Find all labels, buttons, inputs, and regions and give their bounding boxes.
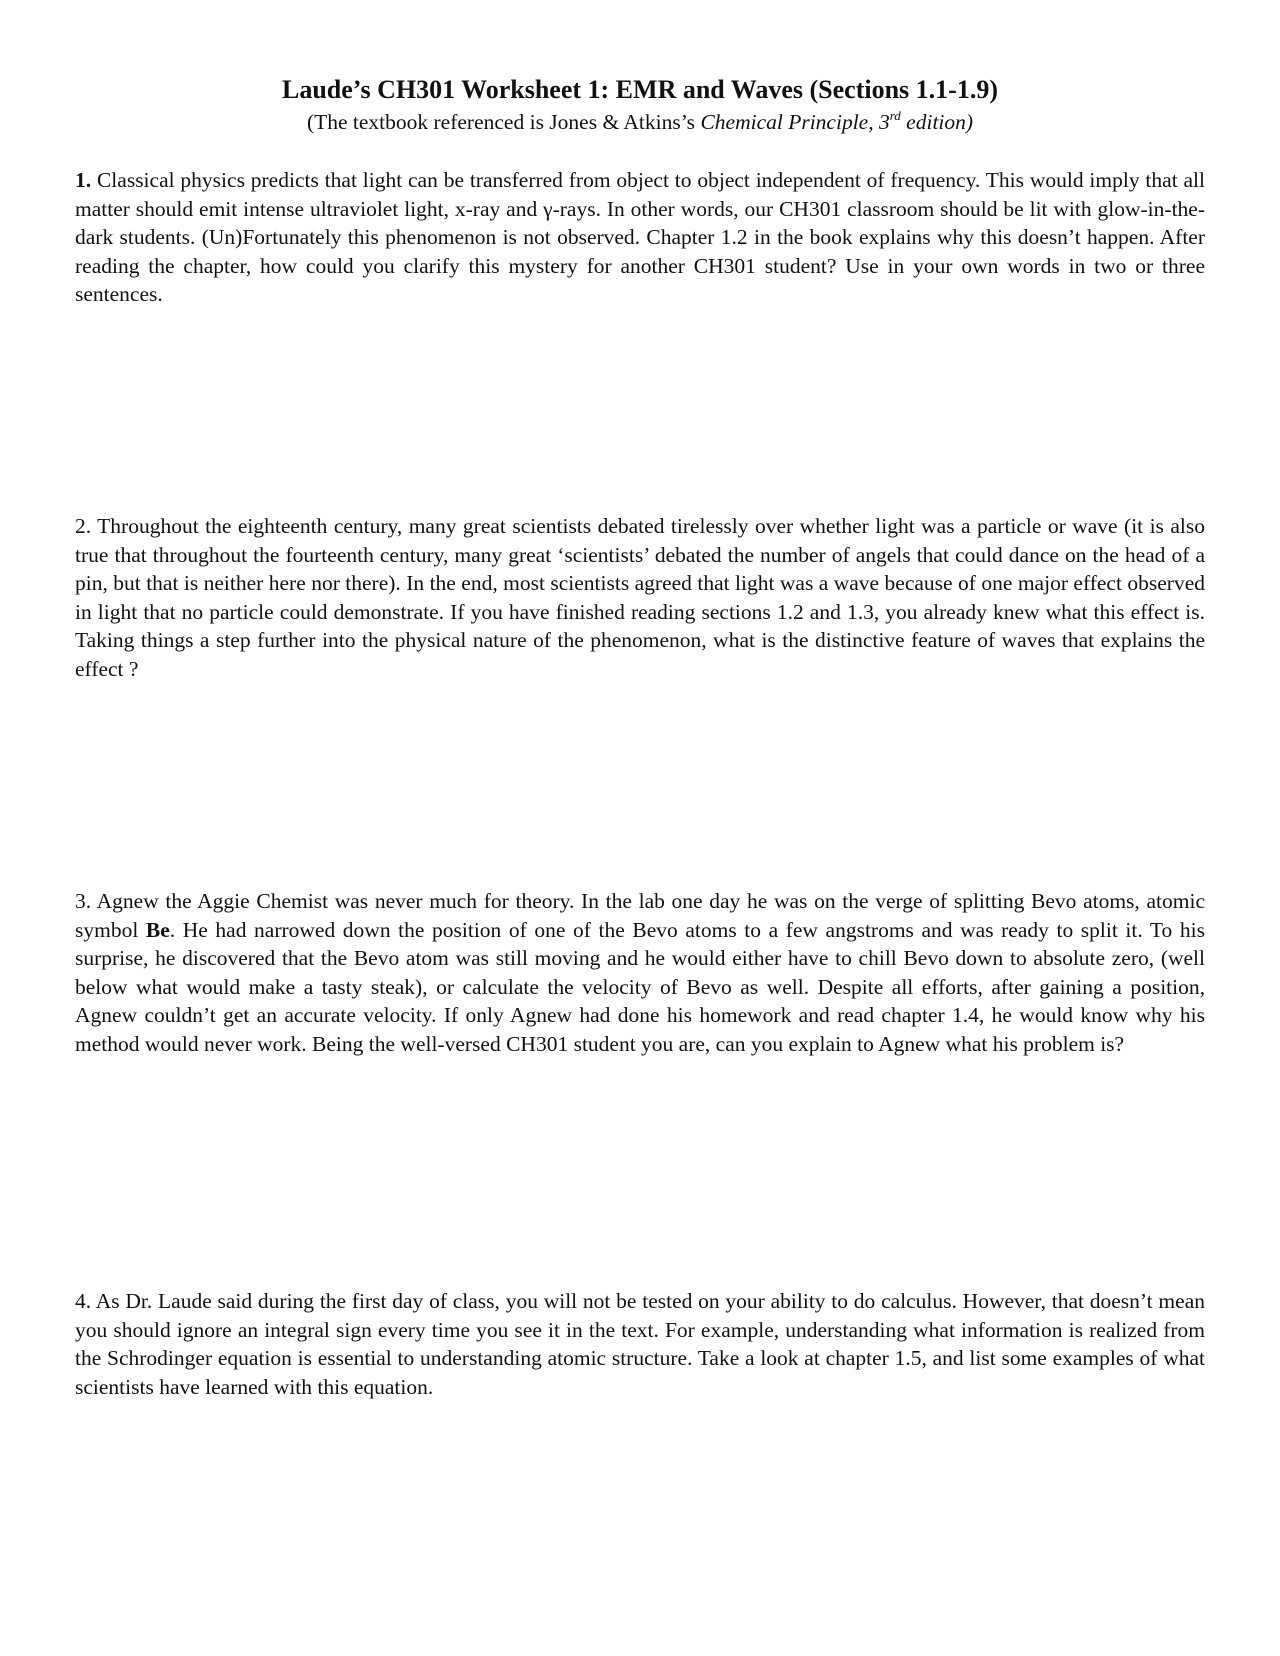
subtitle-prefix: The textbook referenced is Jones & Atkins’s: [314, 110, 701, 134]
subtitle-edition-superscript: rd: [889, 108, 901, 123]
subtitle-book-name: Chemical Principle, 3: [700, 110, 890, 134]
page-subtitle: [0, 108, 1280, 136]
question-4-text: 4. As Dr. Laude said during the first day of class, you will not be tested on your ability to do calculus. However, that doesn’t mean you should ignore an integral sign every time you see it in the text. For example, understanding what information is realized from the Schrodinger equation is essential to understanding atomic structure. Take a look at chapter 1.5, and list some examples of what scientists have learned with this equation.: [75, 1289, 1205, 1399]
question-1: [75, 166, 1205, 309]
question-1-text: Classical physics predicts that light can be transferred from object to object independent of frequency. This would imply that all matter should emit intense ultraviolet light, x-ray and γ-rays. In other words, our CH301 classroom should be lit with glow-in-the-dark students. (Un)Fortunately this phenomenon is not observed. Chapter 1.2 in the book explains why this doesn’t happen. After reading the chapter, how could you clarify this mystery for another CH301 student? Use in your own words in two or three sentences.: [75, 168, 1205, 307]
subtitle-edition-suffix: edition): [900, 110, 974, 134]
question-4: [75, 1287, 1205, 1401]
question-3-text-end: . He had narrowed down the position of one of the Bevo atoms to a few angstroms and was ready to split it. To his surprise, he discovered that the Bevo atom was still moving and he would either have to chill Bevo down to absolute zero, (well below what would make a tasty steak), or calculate the velocity of Bevo as well. Despite all efforts, after gaining a position, Agnew couldn’t get an accurate velocity. If only Agnew had done his homework and read chapter 1.4, he would know why his method would never work. Being the well-versed CH301 student you are, can you explain to Agnew what his problem is?: [75, 917, 1205, 1056]
question-2: [75, 512, 1205, 684]
atomic-symbol: Be: [145, 917, 170, 942]
question-1-number: 1.: [75, 168, 92, 192]
subtitle-open-paren: (: [306, 110, 315, 134]
subtitle-book-title: [700, 110, 973, 134]
question-2-text: 2. Throughout the eighteenth century, many great scientists debated tirelessly over whether light was a particle or wave (it is also true that throughout the fourteenth century, many great ‘scientists’ debated the number of angels that could dance on the head of a pin, but that is neither here nor there). In the end, most scientists agreed that light was a wave because of one major effect observed in light that no particle could demonstrate. If you have finished reading sections 1.2 and 1.3, you already knew what this effect is. Taking things a step further into the physical nature of the phenomenon, what is the distinctive feature of waves that explains the effect ?: [75, 514, 1205, 681]
question-3: [75, 887, 1205, 1059]
page-title: Laude’s CH301 Worksheet 1: EMR and Waves (Sections 1.1-1.9): [282, 75, 998, 104]
question-3-text-start: 3. Agnew the Aggie Chemist was never much for theory. In the lab one day he was on the verge of splitting Bevo atoms, atomic symbol: [75, 889, 1205, 942]
